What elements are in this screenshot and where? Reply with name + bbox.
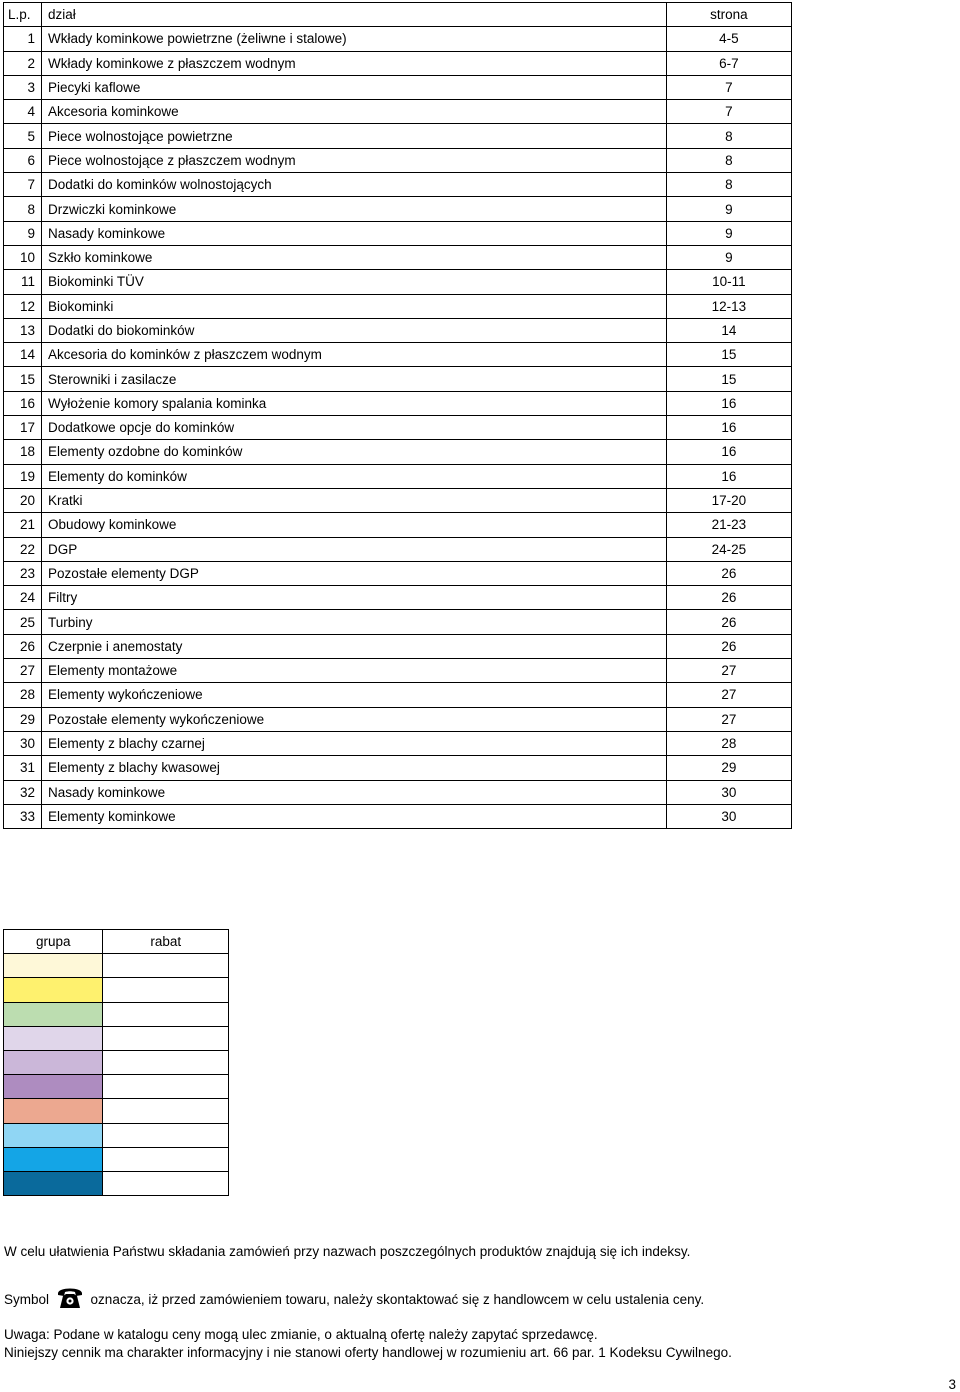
row-page: 9 — [666, 197, 791, 221]
row-section-name: Pozostałe elementy DGP — [42, 561, 667, 585]
row-page: 12-13 — [666, 294, 791, 318]
row-page: 21-23 — [666, 513, 791, 537]
row-page: 10-11 — [666, 270, 791, 294]
row-number: 5 — [4, 124, 42, 148]
telephone-icon — [56, 1284, 84, 1310]
row-number: 21 — [4, 513, 42, 537]
group-color-swatch — [4, 1147, 103, 1171]
table-row — [4, 245, 792, 269]
table-row — [4, 197, 792, 221]
group-discount-cell — [103, 1050, 229, 1074]
row-page: 7 — [666, 75, 791, 99]
group-discount-cell — [103, 1147, 229, 1171]
row-page: 26 — [666, 610, 791, 634]
legend-row — [4, 1123, 229, 1147]
col-header-dzial: dział — [42, 3, 667, 27]
note-indexes: W celu ułatwienia Państwu składania zamówień przy nazwach poszczególnych produktów znajdują się ich indeksy. — [4, 1244, 691, 1259]
row-section-name: Elementy z blachy czarnej — [42, 731, 667, 755]
row-section-name: Czerpnie i anemostaty — [42, 634, 667, 658]
table-row — [4, 683, 792, 707]
legend-row — [4, 1026, 229, 1050]
row-section-name: Piece wolnostojące z płaszczem wodnym — [42, 148, 667, 172]
table-row — [4, 343, 792, 367]
row-section-name: Piece wolnostojące powietrzne — [42, 124, 667, 148]
row-number: 11 — [4, 270, 42, 294]
row-section-name: Pozostałe elementy wykończeniowe — [42, 707, 667, 731]
row-page: 28 — [666, 731, 791, 755]
table-row — [4, 221, 792, 245]
note-symbol — [4, 1284, 704, 1310]
row-number: 23 — [4, 561, 42, 585]
row-number: 20 — [4, 488, 42, 512]
row-page: 16 — [666, 440, 791, 464]
row-number: 8 — [4, 197, 42, 221]
table-row — [4, 659, 792, 683]
row-section-name: Wkłady kominkowe powietrzne (żeliwne i stalowe) — [42, 27, 667, 51]
row-number: 3 — [4, 75, 42, 99]
table-row — [4, 294, 792, 318]
note-prices: Uwaga: Podane w katalogu ceny mogą ulec zmianie, o aktualną ofertę należy zapytać sprzedawcę. — [4, 1327, 598, 1342]
table-row — [4, 100, 792, 124]
legend-row — [4, 954, 229, 978]
row-section-name: Filtry — [42, 586, 667, 610]
group-color-swatch — [4, 1099, 103, 1123]
table-row — [4, 756, 792, 780]
group-color-swatch — [4, 1075, 103, 1099]
row-page: 8 — [666, 124, 791, 148]
row-number: 17 — [4, 416, 42, 440]
row-page: 27 — [666, 707, 791, 731]
row-page: 26 — [666, 561, 791, 585]
row-number: 32 — [4, 780, 42, 804]
row-page: 30 — [666, 804, 791, 828]
row-page: 9 — [666, 221, 791, 245]
table-row — [4, 707, 792, 731]
row-page: 26 — [666, 586, 791, 610]
row-number: 26 — [4, 634, 42, 658]
table-row — [4, 391, 792, 415]
table-row — [4, 464, 792, 488]
row-section-name: Elementy wykończeniowe — [42, 683, 667, 707]
row-number: 12 — [4, 294, 42, 318]
group-discount-cell — [103, 1002, 229, 1026]
row-number: 1 — [4, 27, 42, 51]
row-section-name: Elementy z blachy kwasowej — [42, 756, 667, 780]
row-section-name: Elementy kominkowe — [42, 804, 667, 828]
discount-legend-table — [3, 929, 229, 1196]
row-number: 6 — [4, 148, 42, 172]
row-page: 17-20 — [666, 488, 791, 512]
group-discount-cell — [103, 954, 229, 978]
col-header-lp: L.p. — [4, 3, 42, 27]
legend-row — [4, 1147, 229, 1171]
table-row — [4, 561, 792, 585]
row-page: 27 — [666, 683, 791, 707]
group-discount-cell — [103, 978, 229, 1002]
table-row — [4, 148, 792, 172]
row-section-name: Wkłady kominkowe z płaszczem wodnym — [42, 51, 667, 75]
legend-row — [4, 1099, 229, 1123]
row-section-name: Elementy ozdobne do kominków — [42, 440, 667, 464]
table-row — [4, 804, 792, 828]
row-number: 13 — [4, 318, 42, 342]
row-section-name: Dodatki do biokominków — [42, 318, 667, 342]
row-page: 15 — [666, 367, 791, 391]
table-row — [4, 318, 792, 342]
row-section-name: Piecyki kaflowe — [42, 75, 667, 99]
row-section-name: Biokominki — [42, 294, 667, 318]
row-page: 8 — [666, 173, 791, 197]
row-page: 24-25 — [666, 537, 791, 561]
table-row — [4, 27, 792, 51]
table-row — [4, 416, 792, 440]
row-number: 4 — [4, 100, 42, 124]
row-section-name: Sterowniki i zasilacze — [42, 367, 667, 391]
row-page: 9 — [666, 245, 791, 269]
group-color-swatch — [4, 1171, 103, 1195]
row-section-name: Dodatkowe opcje do kominków — [42, 416, 667, 440]
group-color-swatch — [4, 1002, 103, 1026]
toc-header-row — [4, 3, 792, 27]
row-page: 29 — [666, 756, 791, 780]
group-discount-cell — [103, 1075, 229, 1099]
row-page: 26 — [666, 634, 791, 658]
row-page: 27 — [666, 659, 791, 683]
row-number: 24 — [4, 586, 42, 610]
row-number: 30 — [4, 731, 42, 755]
group-discount-cell — [103, 1171, 229, 1195]
table-row — [4, 513, 792, 537]
row-section-name: Nasady kominkowe — [42, 780, 667, 804]
page-number: 3 — [948, 1377, 956, 1392]
row-number: 15 — [4, 367, 42, 391]
row-number: 25 — [4, 610, 42, 634]
group-discount-cell — [103, 1123, 229, 1147]
row-page: 6-7 — [666, 51, 791, 75]
row-section-name: Dodatki do kominków wolnostojących — [42, 173, 667, 197]
row-page: 16 — [666, 391, 791, 415]
note-symbol-text: oznacza, iż przed zamówieniem towaru, należy skontaktować się z handlowcem w celu ustalenia ceny. — [90, 1292, 705, 1307]
row-page: 16 — [666, 464, 791, 488]
row-page: 8 — [666, 148, 791, 172]
row-page: 4-5 — [666, 27, 791, 51]
legend-row — [4, 1050, 229, 1074]
legend-row — [4, 1002, 229, 1026]
legend-header-grupa: grupa — [4, 930, 103, 954]
group-discount-cell — [103, 1099, 229, 1123]
row-number: 22 — [4, 537, 42, 561]
table-row — [4, 586, 792, 610]
row-section-name: Nasady kominkowe — [42, 221, 667, 245]
row-section-name: Kratki — [42, 488, 667, 512]
table-row — [4, 731, 792, 755]
row-number: 14 — [4, 343, 42, 367]
row-section-name: Szkło kominkowe — [42, 245, 667, 269]
group-color-swatch — [4, 1123, 103, 1147]
row-number: 2 — [4, 51, 42, 75]
row-section-name: Elementy montażowe — [42, 659, 667, 683]
row-number: 9 — [4, 221, 42, 245]
row-section-name: Akcesoria kominkowe — [42, 100, 667, 124]
legend-header-rabat: rabat — [103, 930, 229, 954]
table-row — [4, 51, 792, 75]
row-number: 28 — [4, 683, 42, 707]
row-section-name: Wyłożenie komory spalania kominka — [42, 391, 667, 415]
table-row — [4, 173, 792, 197]
legend-row — [4, 1075, 229, 1099]
row-section-name: Biokominki TÜV — [42, 270, 667, 294]
row-section-name: Obudowy kominkowe — [42, 513, 667, 537]
row-number: 7 — [4, 173, 42, 197]
group-color-swatch — [4, 954, 103, 978]
table-row — [4, 610, 792, 634]
row-number: 33 — [4, 804, 42, 828]
table-row — [4, 780, 792, 804]
note-symbol-prefix: Symbol — [4, 1292, 50, 1307]
row-page: 7 — [666, 100, 791, 124]
row-page: 15 — [666, 343, 791, 367]
legend-row — [4, 978, 229, 1002]
table-row — [4, 634, 792, 658]
group-color-swatch — [4, 978, 103, 1002]
row-section-name: Elementy do kominków — [42, 464, 667, 488]
row-page: 14 — [666, 318, 791, 342]
group-discount-cell — [103, 1026, 229, 1050]
legend-row — [4, 1171, 229, 1195]
row-number: 10 — [4, 245, 42, 269]
group-color-swatch — [4, 1050, 103, 1074]
row-number: 31 — [4, 756, 42, 780]
row-page: 30 — [666, 780, 791, 804]
legend-header-row — [4, 930, 229, 954]
row-number: 27 — [4, 659, 42, 683]
table-row — [4, 488, 792, 512]
col-header-strona: strona — [666, 3, 791, 27]
table-row — [4, 270, 792, 294]
group-color-swatch — [4, 1026, 103, 1050]
table-row — [4, 75, 792, 99]
row-number: 19 — [4, 464, 42, 488]
table-row — [4, 367, 792, 391]
table-row — [4, 537, 792, 561]
row-number: 16 — [4, 391, 42, 415]
row-section-name: Drzwiczki kominkowe — [42, 197, 667, 221]
note-legal: Niniejszy cennik ma charakter informacyjny i nie stanowi oferty handlowej w rozumieniu art. 66 par. 1 Kodeksu Cywilnego. — [4, 1345, 732, 1360]
toc-table — [3, 2, 792, 829]
table-row — [4, 440, 792, 464]
row-section-name: Akcesoria do kominków z płaszczem wodnym — [42, 343, 667, 367]
row-number: 29 — [4, 707, 42, 731]
row-page: 16 — [666, 416, 791, 440]
row-section-name: Turbiny — [42, 610, 667, 634]
table-row — [4, 124, 792, 148]
row-section-name: DGP — [42, 537, 667, 561]
row-number: 18 — [4, 440, 42, 464]
